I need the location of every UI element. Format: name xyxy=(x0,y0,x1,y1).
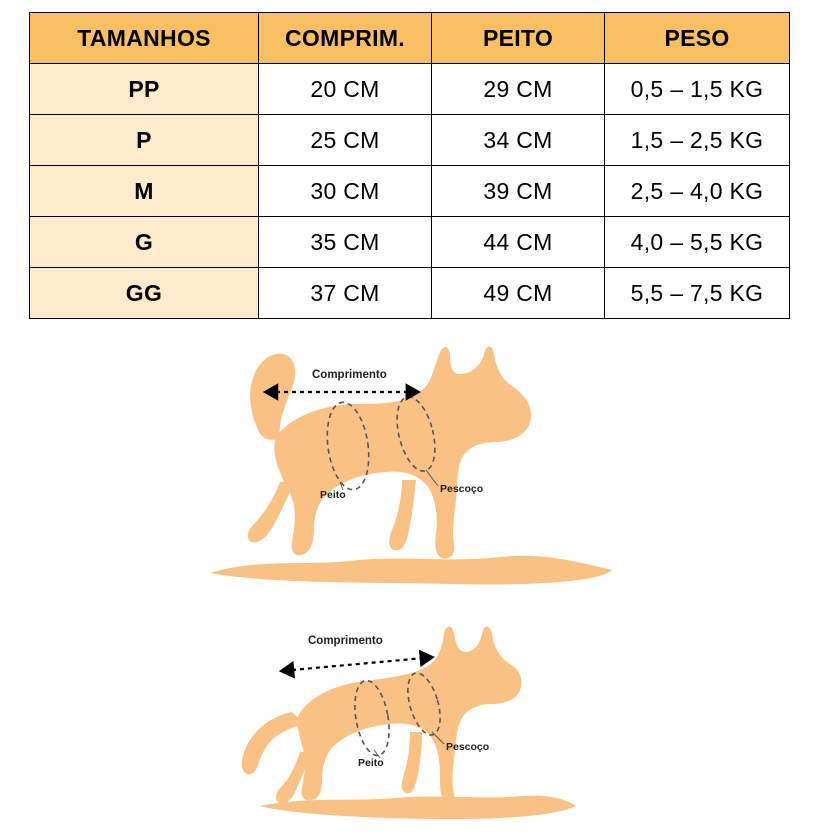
length-arrow xyxy=(292,658,424,670)
cell-size: P xyxy=(30,115,259,166)
cell-length: 30 CM xyxy=(259,166,432,217)
cat-measurement-diagram xyxy=(0,600,820,835)
cell-chest: 34 CM xyxy=(432,115,605,166)
size-table xyxy=(29,12,790,319)
column-header-sizes: TAMANHOS xyxy=(30,13,259,64)
dog-diagram-svg xyxy=(200,330,620,600)
cell-chest: 39 CM xyxy=(432,166,605,217)
cell-size: M xyxy=(30,166,259,217)
cell-size: PP xyxy=(30,64,259,115)
cell-length: 25 CM xyxy=(259,115,432,166)
cat-tail xyxy=(242,712,304,774)
dog-measurement-diagram xyxy=(0,330,820,600)
cat-front-leg xyxy=(402,732,422,794)
cell-chest: 44 CM xyxy=(432,217,605,268)
table-row xyxy=(30,268,790,319)
table-row xyxy=(30,166,790,217)
cell-size: GG xyxy=(30,268,259,319)
cell-chest: 49 CM xyxy=(432,268,605,319)
column-header-weight: PESO xyxy=(605,13,790,64)
label-peito: Peito xyxy=(358,757,384,769)
label-comprimento: Comprimento xyxy=(312,369,387,381)
table-row xyxy=(30,115,790,166)
dog-hind-leg xyxy=(248,480,296,542)
cell-weight: 2,5 – 4,0 KG xyxy=(605,166,790,217)
cell-length: 37 CM xyxy=(259,268,432,319)
label-peito: Peito xyxy=(320,489,346,501)
cell-weight: 1,5 – 2,5 KG xyxy=(605,115,790,166)
cell-size: G xyxy=(30,217,259,268)
label-pescoco: Pescoço xyxy=(440,483,484,495)
column-header-chest: PEITO xyxy=(432,13,605,64)
column-header-length: COMPRIM. xyxy=(259,13,432,64)
dog-front-leg xyxy=(389,480,416,550)
label-pescoco: Pescoço xyxy=(446,741,490,753)
cell-length: 20 CM xyxy=(259,64,432,115)
ground-shape xyxy=(210,556,612,585)
label-comprimento: Comprimento xyxy=(308,635,383,647)
cell-chest: 29 CM xyxy=(432,64,605,115)
size-table-container xyxy=(29,12,789,319)
table-row xyxy=(30,217,790,268)
cat-diagram-svg xyxy=(200,600,620,835)
cell-length: 35 CM xyxy=(259,217,432,268)
cell-weight: 5,5 – 7,5 KG xyxy=(605,268,790,319)
table-row xyxy=(30,64,790,115)
cell-weight: 4,0 – 5,5 KG xyxy=(605,217,790,268)
cell-weight: 0,5 – 1,5 KG xyxy=(605,64,790,115)
table-header-row xyxy=(30,13,790,64)
